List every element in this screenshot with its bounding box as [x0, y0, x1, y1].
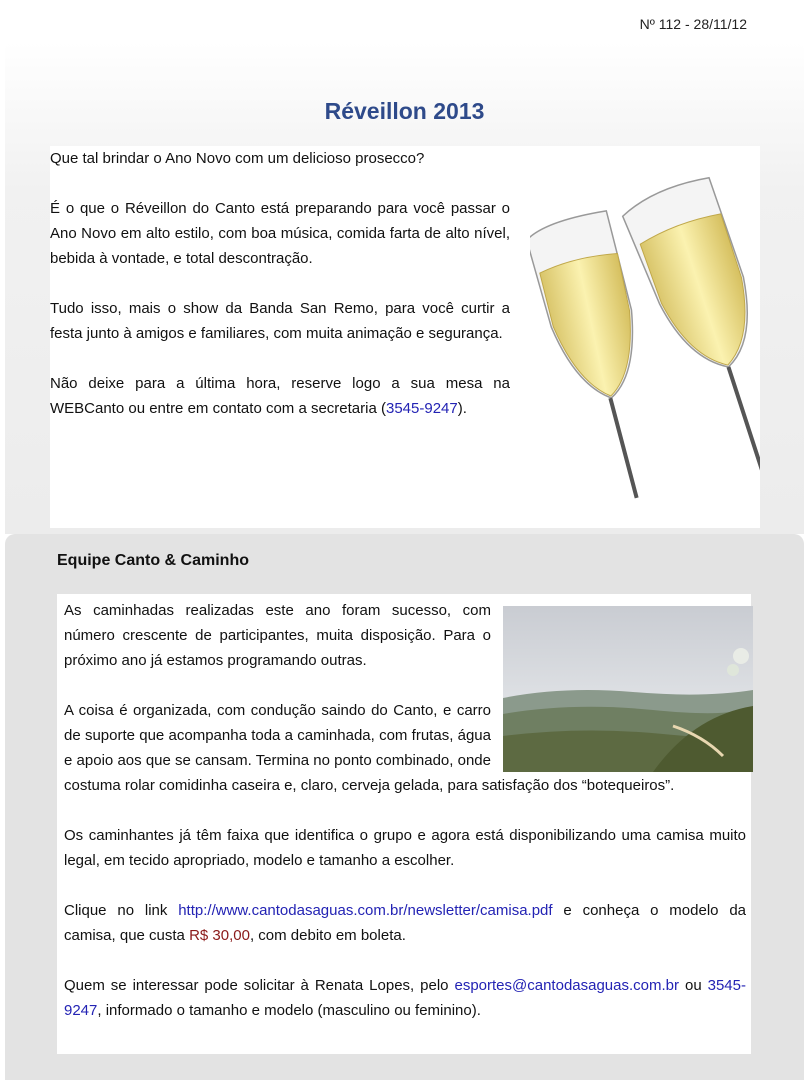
reveillon-paragraph-3: Tudo isso, mais o show da Banda San Remo, para você curtir a festa junto à amigos e familiares, com muita animação e segurança. [50, 300, 510, 342]
reveillon-p4-end: ). [457, 400, 467, 417]
equipe-p4-mid: e conheça o modelo da camisa, que custa [64, 902, 747, 944]
equipe-text [64, 598, 746, 1048]
equipe-paragraph-5 [64, 973, 746, 1023]
esportes-email-link[interactable]: esportes@cantodasaguas.com.br [454, 977, 680, 994]
camisa-price: R$ 30,00 [189, 927, 250, 944]
reveillon-paragraph-2: É o que o Réveillon do Canto está preparando para você passar o Ano Novo em alto estilo, com boa música, comida farta de alto nível, bebida à vontade, e total descontração. [50, 200, 510, 267]
equipe-title: Equipe Canto & Caminho [57, 552, 249, 569]
equipe-p5-text: Quem se interessar pode solicitar à Renata Lopes, pelo [64, 977, 455, 994]
reveillon-paragraph-1: Que tal brindar o Ano Novo com um delicioso prosecco? [50, 150, 425, 167]
equipe-phone-link[interactable]: 3545-9247 [64, 977, 746, 1019]
reveillon-phone-link[interactable]: 3545-9247 [385, 400, 458, 417]
camisa-pdf-link[interactable]: http://www.cantodasaguas.com.br/newsletter/camisa.pdf [178, 902, 553, 919]
reveillon-paragraph-4 [50, 371, 510, 421]
equipe-p5-mid: ou [679, 977, 708, 994]
equipe-p4-end: , com debito em boleta. [249, 927, 406, 944]
equipe-paragraph-4 [64, 898, 746, 948]
equipe-paragraph-1: As caminhadas realizadas este ano foram sucesso, com número crescente de participantes, muita disposição. Para o próximo ano já estamos programando outras. [64, 602, 491, 669]
reveillon-text [50, 146, 510, 446]
reveillon-p4-text: Não deixe para a última hora, reserve logo a sua mesa na WEBCanto ou entre em contato com a secretaria ( [50, 375, 510, 417]
equipe-card [57, 594, 751, 1054]
mountain-landscape-image [503, 606, 753, 772]
equipe-paragraph-2: A coisa é organizada, com condução saindo do Canto, e carro de suporte que acompanha toda a caminhada, com frutas, água e apoio aos que se cansam. Termina no ponto combinado, onde costuma rolar comidinha caseira e, claro, cerveja gelada, para satisfação dos “botequeiros”. [64, 702, 675, 794]
reveillon-title: Réveillon 2013 [324, 98, 485, 124]
champagne-glasses-image [530, 168, 760, 518]
issue-number: Nº 112 - 28/11/12 [639, 16, 747, 32]
equipe-p4-text: Clique no link [64, 902, 179, 919]
equipe-p5-end: , informado o tamanho e modelo (masculino ou feminino). [97, 1002, 481, 1019]
equipe-paragraph-3: Os caminhantes já têm faixa que identifica o grupo e agora está disponibilizando uma camisa muito legal, em tecido apropriado, modelo e tamanho a escolher. [64, 827, 746, 869]
reveillon-card [50, 146, 760, 528]
